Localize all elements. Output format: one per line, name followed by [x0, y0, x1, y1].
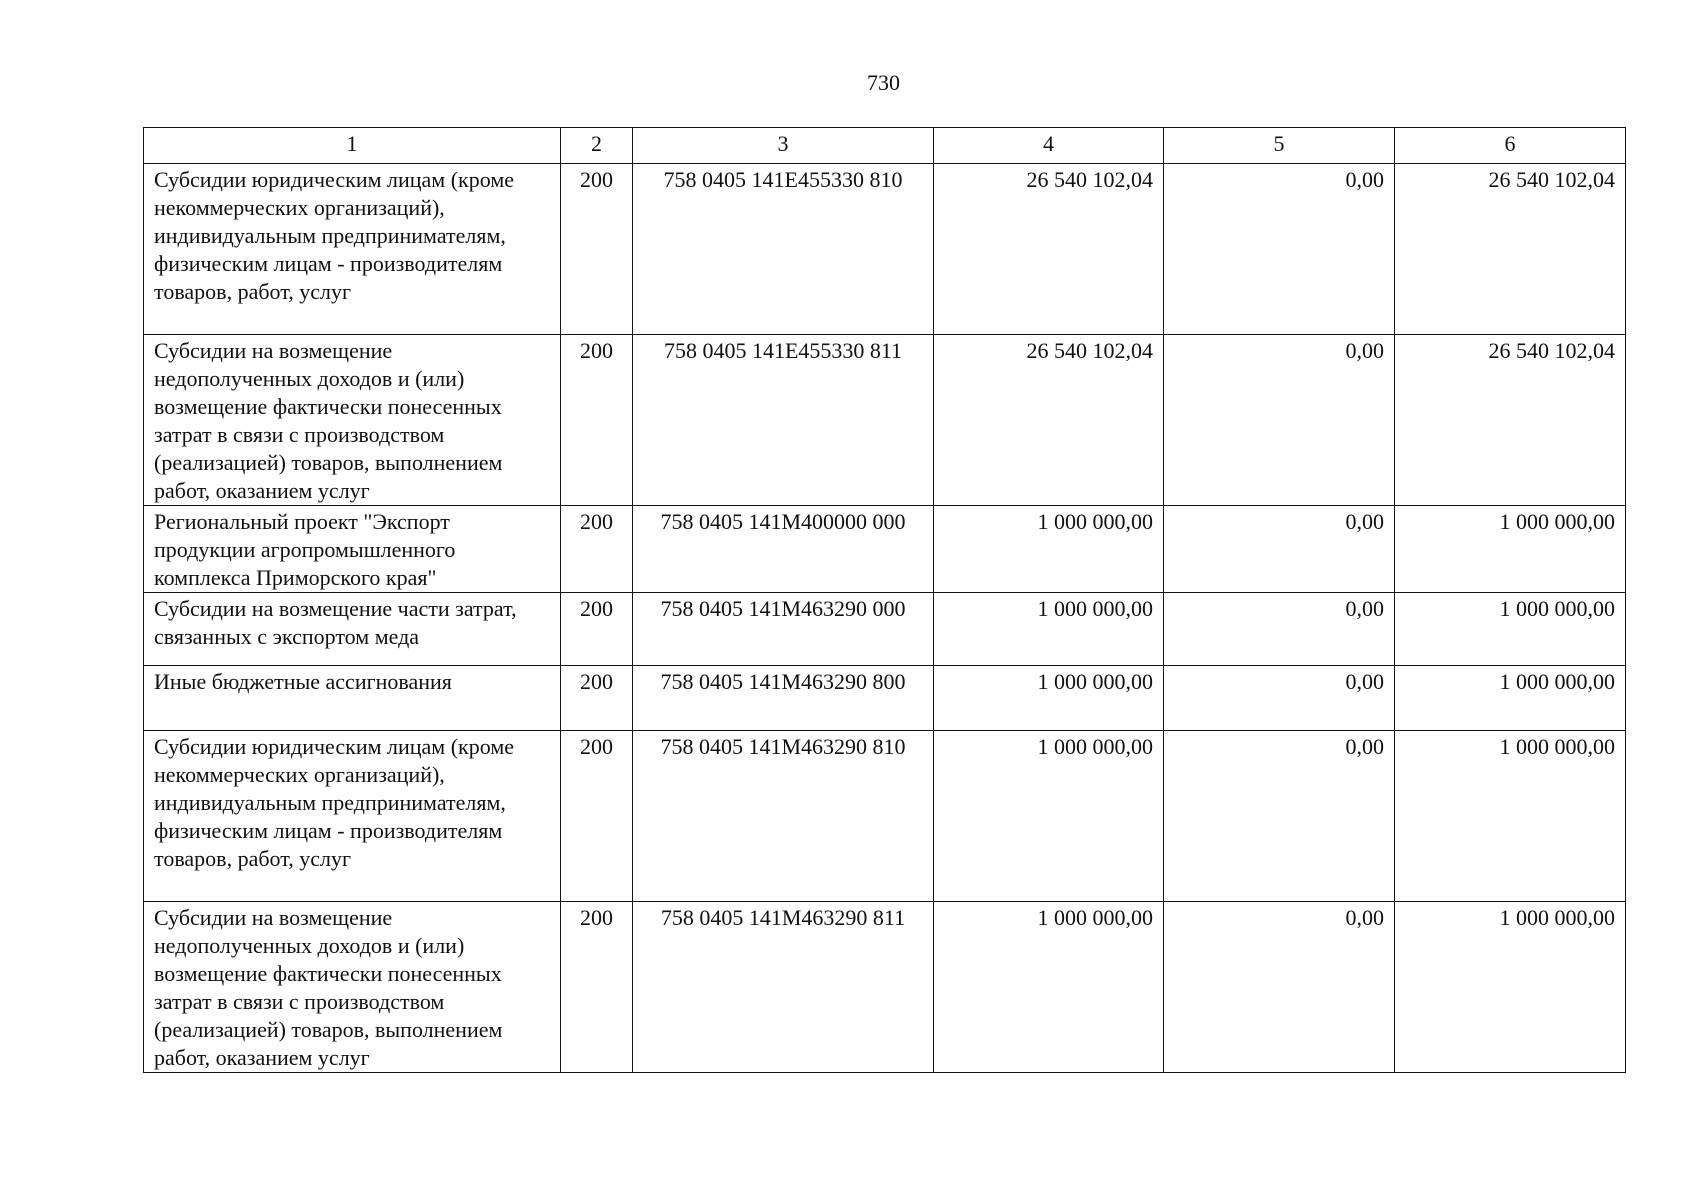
table-row	[144, 902, 1626, 1073]
row-col5: 0,00	[1164, 335, 1395, 506]
table-header-row	[144, 128, 1626, 164]
table-row	[144, 593, 1626, 666]
page-number: 730	[867, 70, 900, 95]
row-col4: 1 000 000,00	[934, 506, 1164, 593]
row-col5: 0,00	[1164, 593, 1395, 666]
row-col6: 1 000 000,00	[1395, 666, 1626, 731]
row-col6: 1 000 000,00	[1395, 593, 1626, 666]
row-name: Субсидии на возмещение недополученных доходов и (или) возмещение фактически понесенных затрат в связи с производством (реализацией) товаров, выполнением работ, оказанием услуг	[144, 902, 561, 1073]
row-col4: 1 000 000,00	[934, 593, 1164, 666]
row-kbk: 758 0405 141M463290 811	[633, 902, 934, 1073]
row-code: 200	[561, 666, 633, 731]
row-col5: 0,00	[1164, 506, 1395, 593]
row-col6: 1 000 000,00	[1395, 731, 1626, 902]
row-code: 200	[561, 902, 633, 1073]
row-code: 200	[561, 335, 633, 506]
header-col-6: 6	[1395, 128, 1626, 164]
row-kbk: 758 0405 141M463290 000	[633, 593, 934, 666]
row-code: 200	[561, 164, 633, 335]
row-kbk: 758 0405 141E455330 810	[633, 164, 934, 335]
header-col-3: 3	[633, 128, 934, 164]
header-col-1: 1	[144, 128, 561, 164]
row-kbk: 758 0405 141M463290 810	[633, 731, 934, 902]
row-code: 200	[561, 593, 633, 666]
row-col6: 1 000 000,00	[1395, 506, 1626, 593]
budget-table	[143, 127, 1626, 1073]
row-col6: 26 540 102,04	[1395, 164, 1626, 335]
table-row	[144, 666, 1626, 731]
row-col4: 26 540 102,04	[934, 335, 1164, 506]
header-col-5: 5	[1164, 128, 1395, 164]
row-name: Иные бюджетные ассигнования	[144, 666, 561, 731]
table-row	[144, 164, 1626, 335]
row-col4: 1 000 000,00	[934, 902, 1164, 1073]
header-col-4: 4	[934, 128, 1164, 164]
row-code: 200	[561, 731, 633, 902]
row-name: Субсидии на возмещение части затрат, связанных с экспортом меда	[144, 593, 561, 666]
row-name: Субсидии юридическим лицам (кроме некоммерческих организаций), индивидуальным предпринимателям, физическим лицам - производителям товаров, работ, услуг	[144, 164, 561, 335]
table-row	[144, 731, 1626, 902]
row-code: 200	[561, 506, 633, 593]
row-col5: 0,00	[1164, 666, 1395, 731]
header-col-2: 2	[561, 128, 633, 164]
row-name: Субсидии юридическим лицам (кроме некоммерческих организаций), индивидуальным предпринимателям, физическим лицам - производителям товаров, работ, услуг	[144, 731, 561, 902]
row-name: Субсидии на возмещение недополученных доходов и (или) возмещение фактически понесенных затрат в связи с производством (реализацией) товаров, выполнением работ, оказанием услуг	[144, 335, 561, 506]
row-kbk: 758 0405 141M400000 000	[633, 506, 934, 593]
row-col5: 0,00	[1164, 164, 1395, 335]
row-col5: 0,00	[1164, 902, 1395, 1073]
row-col4: 1 000 000,00	[934, 666, 1164, 731]
table-row	[144, 335, 1626, 506]
row-col4: 26 540 102,04	[934, 164, 1164, 335]
table-row	[144, 506, 1626, 593]
row-col4: 1 000 000,00	[934, 731, 1164, 902]
row-col6: 1 000 000,00	[1395, 902, 1626, 1073]
row-col6: 26 540 102,04	[1395, 335, 1626, 506]
row-kbk: 758 0405 141M463290 800	[633, 666, 934, 731]
row-kbk: 758 0405 141E455330 811	[633, 335, 934, 506]
row-name: Региональный проект "Экспорт продукции агропромышленного комплекса Приморского края"	[144, 506, 561, 593]
row-col5: 0,00	[1164, 731, 1395, 902]
